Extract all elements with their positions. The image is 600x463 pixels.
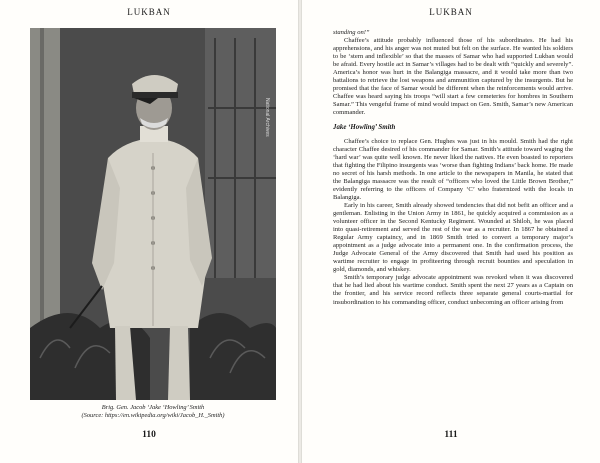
portrait-illustration	[30, 28, 276, 400]
paragraph-1: Chaffee’s attitude probably influenced those of his subordinates. He had his apprehensions, and his anger was not muted but felt on the surface. He wanted his soldiers to be ‘stern and inflexible’ so that the masses of Samar who had supported Lukban would be afraid. Every hostile act in Samar’s villages had to be dealt with “quickly and severely”. America’s honor was hurt in the Balangiga massacre, and it would take more than two battalions to retrieve the lost weapons and ammunition captured by the insurgents. But he promised that the face of Samar would be different when the reinforcements would arrive. Chaffee was heard saying his troops “will start a few cemeteries for hombres in Southern Samar.” This vengeful frame of mind would impact on Gen. Smith, Samar’s new American commander.	[333, 37, 573, 117]
body-text	[333, 29, 573, 307]
running-header-left: LUKBAN	[127, 7, 171, 17]
paragraph-continuation: standing on!”	[333, 29, 370, 36]
caption-line-2: (Source: https://en.wikipedia.org/wiki/Jacob_H._Smith)	[81, 412, 225, 419]
left-page	[0, 0, 298, 463]
running-header-right: LUKBAN	[429, 7, 473, 17]
paragraph-4: Smith’s temporary judge advocate appointment was revoked when it was discovered that he had lied about his wartime conduct. Smith spent the next 27 years as a Captain on the frontier, and his service record reflects three separate general courts-martial for insubordination to his commanding officer, conduct unbecoming an officer arising from	[333, 274, 573, 306]
portrait-photo	[30, 28, 276, 400]
photo-caption	[20, 404, 286, 420]
page-number-right: 111	[444, 430, 458, 440]
paragraph-2: Chaffee’s choice to replace Gen. Hughes was just in his mould. Smith had the right character Chaffee desired of his commander for Samar. Smith’s attitude toward waging the ‘hard war’ was quite well known. He never liked the natives. He even boasted to reporters that fighting the Filipino insurgents was ‘worse than fighting Indians’ back home. He made no secret of his harsh methods. In one article to the newspapers in Manila, he stated that the Balangiga massacre was the result of “officers who loved the Little Brown Brother,” evidently referring to the officers of Company ‘C’ who fraternized with the locals in Balangiga.	[333, 137, 573, 201]
section-subheading: Jake ‘Howling’ Smith	[333, 123, 396, 131]
page-number-left: 110	[142, 430, 156, 440]
caption-line-1: Brig. Gen. Jacob ‘Jake ‘Howling’ Smith	[101, 404, 205, 411]
photo-credit: National Archives	[264, 98, 270, 137]
paragraph-3: Early in his career, Smith already showed tendencies that did not befit an officer and a gentleman. Enlisting in the Union Army in 1861, he quickly acquired a commission as a volunteer officer in the Second Kentucky Regiment. Wounded at Shiloh, he was placed into quasi-retirement and served the rest of the war as a recruiter. In 1867 he obtained a Regular Army captaincy, and in 1869 Smith tried to convert a temporary major’s appointment as a judge advocate into a permanent one. In the confirmation process, the Judge Advocate General of the Army discovered that Smith had used his position as wartime recruiter to engage in profiteering through recruit bounties and speculation in gold, diamonds, and whiskey.	[333, 201, 573, 274]
